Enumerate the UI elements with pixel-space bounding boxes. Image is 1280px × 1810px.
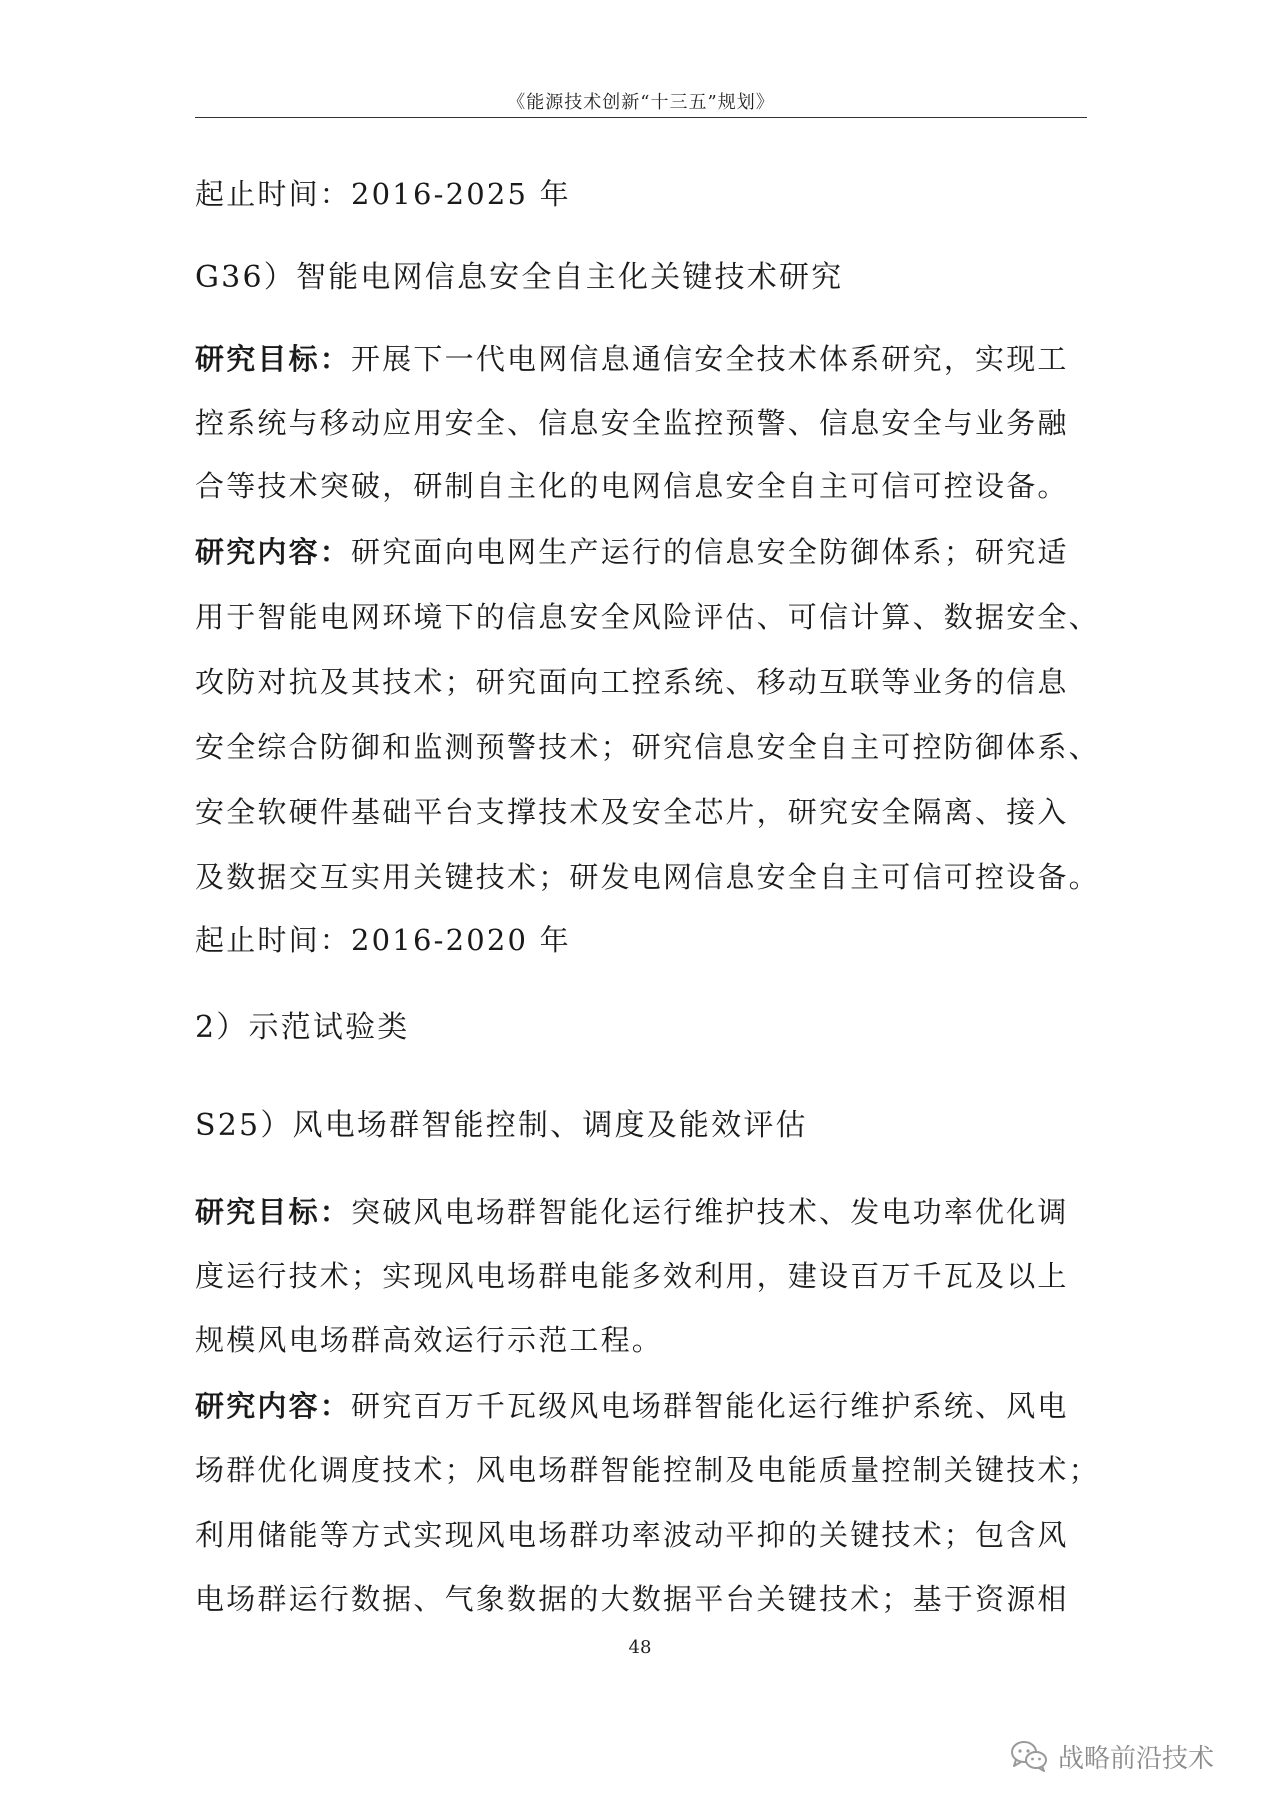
page-number: 48 — [628, 1637, 652, 1658]
s25-content-line-3: 利用储能等方式实现风电场群功率波动平抑的关键技术；包含风 — [195, 1518, 1069, 1552]
g36-content-line-3: 攻防对抗及其技术；研究面向工控系统、移动互联等业务的信息 — [195, 665, 1069, 699]
document-header: 《能源技术创新“十三五”规划》 — [507, 92, 775, 113]
g36-content-label: 研究内容： — [195, 535, 352, 569]
g36-goal-line-3: 合等技术突破，研制自主化的电网信息安全自主可信可控设备。 — [195, 469, 1069, 503]
s25-content-label: 研究内容： — [195, 1389, 352, 1423]
time-range-2: 起止时间：2016-2020 年 — [195, 923, 571, 957]
s25-goal-text: 突破风电场群智能化运行维护技术、发电功率优化调 — [351, 1195, 1069, 1229]
s25-content-text: 研究百万千瓦级风电场群智能化运行维护系统、风电 — [351, 1389, 1069, 1423]
watermark-text: 战略前沿技术 — [1058, 1743, 1215, 1774]
g36-content-line-6: 及数据交互实用关键技术；研发电网信息安全自主可信可控设备。 — [195, 860, 1100, 894]
section-2-heading: 2）示范试验类 — [195, 1010, 410, 1045]
g36-goal-line-1 — [195, 341, 1069, 377]
g36-content-line-1 — [195, 534, 1069, 570]
s25-content-line-4: 电场群运行数据、气象数据的大数据平台关键技术；基于资源相 — [195, 1582, 1069, 1616]
s25-goal-line-3: 规模风电场群高效运行示范工程。 — [195, 1323, 664, 1357]
wechat-icon — [1010, 1740, 1048, 1772]
time-range-1: 起止时间：2016-2025 年 — [195, 177, 571, 211]
s25-goal-line-2: 度运行技术；实现风电场群电能多效利用，建设百万千瓦及以上 — [195, 1259, 1069, 1293]
s25-goal-label: 研究目标： — [195, 1195, 352, 1229]
s25-goal-line-1 — [195, 1194, 1069, 1230]
g36-goal-text: 开展下一代电网信息通信安全技术体系研究，实现工 — [351, 342, 1069, 376]
header-divider — [195, 117, 1087, 118]
s25-heading: S25）风电场群智能控制、调度及能效评估 — [195, 1108, 808, 1143]
s25-content-line-2: 场群优化调度技术；风电场群智能控制及电能质量控制关键技术； — [195, 1453, 1100, 1487]
watermark — [1010, 1736, 1214, 1776]
s25-content-line-1 — [195, 1388, 1069, 1424]
g36-content-line-5: 安全软硬件基础平台支撑技术及安全芯片，研究安全隔离、接入 — [195, 795, 1069, 829]
g36-content-line-4: 安全综合防御和监测预警技术；研究信息安全自主可控防御体系、 — [195, 730, 1100, 764]
g36-goal-label: 研究目标： — [195, 342, 352, 376]
g36-goal-line-2: 控系统与移动应用安全、信息安全监控预警、信息安全与业务融 — [195, 406, 1069, 440]
g36-heading: G36）智能电网信息安全自主化关键技术研究 — [195, 260, 844, 295]
g36-content-line-2: 用于智能电网环境下的信息安全风险评估、可信计算、数据安全、 — [195, 600, 1100, 634]
g36-content-text: 研究面向电网生产运行的信息安全防御体系；研究适 — [351, 535, 1069, 569]
